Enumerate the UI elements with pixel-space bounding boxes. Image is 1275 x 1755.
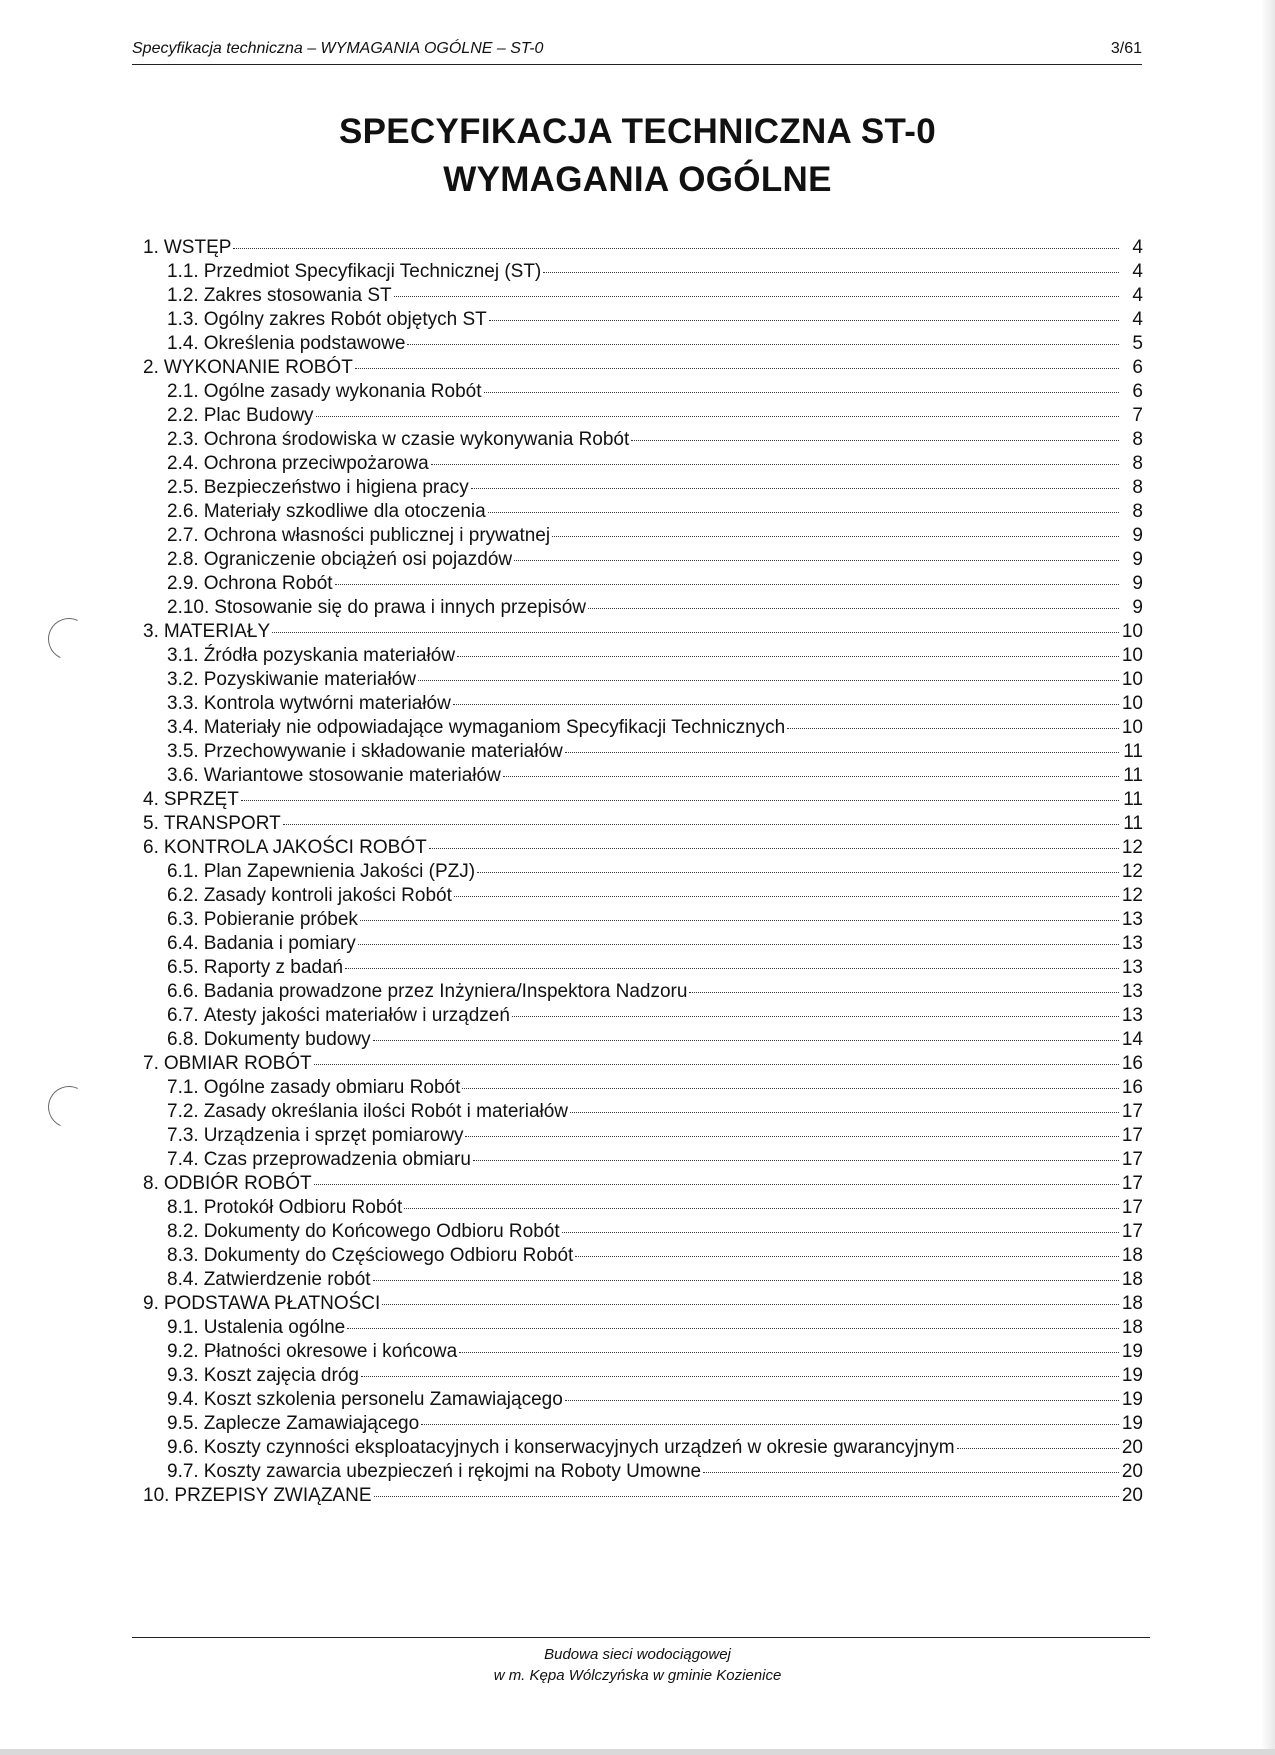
toc-entry-page: 8 xyxy=(1132,501,1143,522)
toc-entry xyxy=(143,1196,1143,1220)
toc-entry xyxy=(143,932,1143,956)
page-header xyxy=(132,40,1142,65)
toc-entry-page: 6 xyxy=(1132,357,1143,378)
toc-entry-title: Ogólne zasady obmiaru Robót xyxy=(203,1077,461,1098)
toc-entry-title: Określenia podstawowe xyxy=(203,333,406,354)
toc-entry-number: 8.4. xyxy=(167,1269,199,1290)
toc-entry-page: 12 xyxy=(1121,861,1143,882)
toc-entry-title: Pobieranie próbek xyxy=(203,909,358,930)
toc-leader-dots xyxy=(431,464,1119,465)
toc-entry-title: Raporty z badań xyxy=(203,957,344,978)
toc-entry-number: 2.7. xyxy=(167,525,199,546)
toc-entry-page: 20 xyxy=(1121,1437,1143,1458)
toc-entry-title: Ograniczenie obciążeń osi pojazdów xyxy=(203,549,513,570)
title-line-2: WYMAGANIA OGÓLNE xyxy=(443,160,832,199)
toc-entry-page: 6 xyxy=(1132,381,1143,402)
toc-entry-number: 9.6. xyxy=(167,1437,199,1458)
header-document-title: Specyfikacja techniczna – WYMAGANIA OGÓLNE – ST-0 xyxy=(132,40,544,57)
toc-entry-number: 3.1. xyxy=(167,645,199,666)
toc-entry-page: 8 xyxy=(1132,453,1143,474)
toc-entry-page: 11 xyxy=(1123,813,1143,834)
toc-entry-number: 8.1. xyxy=(167,1197,199,1218)
toc-entry-number: 7.3. xyxy=(167,1125,199,1146)
toc-entry-page: 20 xyxy=(1121,1461,1143,1482)
toc-entry-title: Materiały nie odpowiadające wymaganiom Specyfikacji Technicznych xyxy=(203,717,786,738)
toc-leader-dots xyxy=(570,1112,1119,1113)
toc-entry-page: 13 xyxy=(1121,981,1143,1002)
toc-entry-page: 10 xyxy=(1121,645,1143,666)
toc-entry xyxy=(143,452,1143,476)
toc-entry-title: Koszt szkolenia personelu Zamawiającego xyxy=(203,1389,563,1410)
toc-entry-title: Zasady określania ilości Robót i materiałów xyxy=(203,1101,569,1122)
toc-entry-title: TRANSPORT xyxy=(163,813,281,834)
toc-entry-number: 9.5. xyxy=(167,1413,199,1434)
toc-entry-page: 10 xyxy=(1121,717,1143,738)
toc-entry-number: 3.6. xyxy=(167,765,199,786)
toc-entry-page: 9 xyxy=(1132,525,1143,546)
toc-leader-dots xyxy=(457,656,1119,657)
toc-leader-dots xyxy=(421,1424,1119,1425)
toc-entry-page: 7 xyxy=(1132,405,1143,426)
toc-entry-title: ODBIÓR ROBÓT xyxy=(163,1173,312,1194)
toc-entry-title: Urządzenia i sprzęt pomiarowy xyxy=(203,1125,464,1146)
toc-entry-number: 3.2. xyxy=(167,669,199,690)
toc-entry-page: 11 xyxy=(1123,765,1143,786)
toc-entry xyxy=(143,812,1143,836)
toc-entry-title: Stosowanie się do prawa i innych przepisów xyxy=(214,597,587,618)
toc-entry-title: Ochrona Robót xyxy=(203,573,333,594)
toc-leader-dots xyxy=(361,1376,1119,1377)
toc-leader-dots xyxy=(272,632,1119,633)
toc-entry-page: 10 xyxy=(1121,669,1143,690)
toc-entry-number: 2.3. xyxy=(167,429,199,450)
page-edge-shadow xyxy=(1261,0,1275,1755)
toc-leader-dots xyxy=(562,1232,1119,1233)
toc-leader-dots xyxy=(473,1160,1119,1161)
toc-entry-number: 3.5. xyxy=(167,741,199,762)
toc-entry-page: 13 xyxy=(1121,933,1143,954)
toc-entry-title: PRZEPISY ZWIĄZANE xyxy=(174,1485,372,1506)
toc-entry xyxy=(143,884,1143,908)
toc-entry-page: 4 xyxy=(1132,309,1143,330)
toc-entry-number: 1.2. xyxy=(167,285,199,306)
toc-leader-dots xyxy=(283,824,1119,825)
toc-entry-number: 2.8. xyxy=(167,549,199,570)
toc-entry-number: 2.5. xyxy=(167,477,199,498)
page-bottom-edge xyxy=(0,1749,1275,1755)
toc-entry xyxy=(143,644,1143,668)
toc-entry-title: Dokumenty do Częściowego Odbioru Robót xyxy=(203,1245,574,1266)
toc-entry-number: 9.1. xyxy=(167,1317,199,1338)
toc-entry xyxy=(143,788,1143,812)
toc-entry xyxy=(143,380,1143,404)
toc-entry xyxy=(143,668,1143,692)
toc-entry xyxy=(143,572,1143,596)
toc-entry-number: 8.3. xyxy=(167,1245,199,1266)
toc-leader-dots xyxy=(703,1472,1119,1473)
toc-entry-title: Koszty zawarcia ubezpieczeń i rękojmi na Roboty Umowne xyxy=(203,1461,702,1482)
punch-hole-mark xyxy=(42,1080,96,1134)
toc-entry xyxy=(143,500,1143,524)
toc-entry-number: 7.2. xyxy=(167,1101,199,1122)
toc-entry-page: 19 xyxy=(1121,1413,1143,1434)
toc-leader-dots xyxy=(462,1088,1119,1089)
toc-leader-dots xyxy=(631,440,1119,441)
toc-leader-dots xyxy=(454,896,1119,897)
toc-entry-number: 2.6. xyxy=(167,501,199,522)
toc-entry-number: 9.7. xyxy=(167,1461,199,1482)
toc-entry-page: 4 xyxy=(1132,237,1143,258)
toc-entry-number: 9.4. xyxy=(167,1389,199,1410)
toc-entry-page: 20 xyxy=(1121,1485,1143,1506)
toc-entry-title: Materiały szkodliwe dla otoczenia xyxy=(203,501,486,522)
toc-entry xyxy=(143,1388,1143,1412)
toc-entry-title: Dokumenty budowy xyxy=(203,1029,371,1050)
toc-leader-dots xyxy=(453,704,1119,705)
toc-entry-number: 10. xyxy=(143,1485,170,1506)
toc-entry-title: Ogólne zasady wykonania Robót xyxy=(203,381,482,402)
toc-entry-title: WSTĘP xyxy=(163,237,232,258)
toc-entry-page: 19 xyxy=(1121,1365,1143,1386)
toc-leader-dots xyxy=(345,968,1119,969)
toc-entry-page: 17 xyxy=(1121,1125,1143,1146)
toc-leader-dots xyxy=(314,1184,1119,1185)
punch-hole-mark xyxy=(42,612,96,666)
toc-entry xyxy=(143,716,1143,740)
toc-entry-title: Atesty jakości materiałów i urządzeń xyxy=(203,1005,510,1026)
toc-entry-number: 6.2. xyxy=(167,885,199,906)
toc-entry-number: 7. xyxy=(143,1053,159,1074)
toc-entry-title: Zaplecze Zamawiającego xyxy=(203,1413,420,1434)
toc-entry-number: 7.1. xyxy=(167,1077,199,1098)
toc-entry xyxy=(143,1172,1143,1196)
toc-entry-number: 2.2. xyxy=(167,405,199,426)
toc-entry xyxy=(143,1268,1143,1292)
toc-leader-dots xyxy=(552,536,1119,537)
footer-line-1: Budowa sieci wodociągowej xyxy=(544,1646,731,1663)
toc-entry-number: 5. xyxy=(143,813,159,834)
toc-entry-number: 2. xyxy=(143,357,159,378)
toc-entry-page: 17 xyxy=(1121,1197,1143,1218)
toc-entry xyxy=(143,1052,1143,1076)
toc-leader-dots xyxy=(543,272,1119,273)
toc-entry-page: 9 xyxy=(1132,549,1143,570)
toc-entry xyxy=(143,908,1143,932)
toc-leader-dots xyxy=(488,512,1119,513)
toc-entry-title: Koszty czynności eksploatacyjnych i konserwacyjnych urządzeń w okresie gwarancyjnym xyxy=(203,1437,955,1458)
toc-entry-title: Zakres stosowania ST xyxy=(203,285,392,306)
page-title xyxy=(0,108,1275,204)
toc-entry-number: 7.4. xyxy=(167,1149,199,1170)
toc-leader-dots xyxy=(459,1352,1119,1353)
toc-entry-page: 18 xyxy=(1121,1317,1143,1338)
toc-entry-title: Plan Zapewnienia Jakości (PZJ) xyxy=(203,861,476,882)
toc-entry-page: 11 xyxy=(1123,789,1143,810)
toc-entry-page: 18 xyxy=(1121,1269,1143,1290)
toc-entry-number: 6.1. xyxy=(167,861,199,882)
toc-entry xyxy=(143,1412,1143,1436)
toc-entry-number: 6.4. xyxy=(167,933,199,954)
toc-entry xyxy=(143,524,1143,548)
toc-entry-page: 4 xyxy=(1132,285,1143,306)
toc-entry-number: 6.3. xyxy=(167,909,199,930)
toc-entry xyxy=(143,1076,1143,1100)
toc-entry-number: 2.4. xyxy=(167,453,199,474)
toc-entry-title: MATERIAŁY xyxy=(163,621,271,642)
toc-entry-title: PODSTAWA PŁATNOŚCI xyxy=(163,1293,381,1314)
toc-entry xyxy=(143,404,1143,428)
toc-entry-number: 6.8. xyxy=(167,1029,199,1050)
toc-entry xyxy=(143,980,1143,1004)
toc-leader-dots xyxy=(418,680,1119,681)
toc-entry-title: Zatwierdzenie robót xyxy=(203,1269,371,1290)
toc-entry-title: OBMIAR ROBÓT xyxy=(163,1053,312,1074)
toc-entry xyxy=(143,332,1143,356)
toc-entry-page: 17 xyxy=(1121,1101,1143,1122)
toc-entry xyxy=(143,1340,1143,1364)
toc-entry-title: Ochrona własności publicznej i prywatnej xyxy=(203,525,551,546)
toc-entry xyxy=(143,1316,1143,1340)
toc-entry-number: 3. xyxy=(143,621,159,642)
toc-entry xyxy=(143,284,1143,308)
toc-entry xyxy=(143,1220,1143,1244)
toc-entry-page: 13 xyxy=(1121,909,1143,930)
toc-leader-dots xyxy=(347,1328,1119,1329)
toc-entry xyxy=(143,1148,1143,1172)
toc-entry xyxy=(143,1028,1143,1052)
toc-entry-number: 3.4. xyxy=(167,717,199,738)
toc-leader-dots xyxy=(957,1448,1119,1449)
toc-entry xyxy=(143,836,1143,860)
toc-leader-dots xyxy=(484,392,1120,393)
toc-leader-dots xyxy=(314,1064,1119,1065)
toc-entry-title: Pozyskiwanie materiałów xyxy=(203,669,416,690)
toc-entry-page: 9 xyxy=(1132,597,1143,618)
toc-entry-number: 6.7. xyxy=(167,1005,199,1026)
toc-leader-dots xyxy=(512,1016,1119,1017)
toc-entry-title: Ustalenia ogólne xyxy=(203,1317,346,1338)
toc-entry-title: Płatności okresowe i końcowa xyxy=(203,1341,458,1362)
toc-entry-title: SPRZĘT xyxy=(163,789,239,810)
toc-entry-page: 18 xyxy=(1121,1245,1143,1266)
toc-entry-page: 8 xyxy=(1132,429,1143,450)
toc-entry-number: 1.4. xyxy=(167,333,199,354)
toc-entry-number: 2.10. xyxy=(167,597,210,618)
toc-leader-dots xyxy=(565,752,1119,753)
toc-entry xyxy=(143,1004,1143,1028)
footer-divider xyxy=(132,1637,1150,1638)
toc-entry-number: 1. xyxy=(143,237,159,258)
toc-leader-dots xyxy=(404,1208,1119,1209)
toc-entry-page: 18 xyxy=(1121,1293,1143,1314)
toc-leader-dots xyxy=(335,584,1119,585)
toc-entry-page: 10 xyxy=(1121,693,1143,714)
toc-entry-number: 8.2. xyxy=(167,1221,199,1242)
toc-leader-dots xyxy=(374,1496,1120,1497)
toc-entry-page: 13 xyxy=(1121,1005,1143,1026)
toc-entry-number: 1.1. xyxy=(167,261,199,282)
toc-entry-page: 11 xyxy=(1123,741,1143,762)
toc-entry xyxy=(143,356,1143,380)
toc-leader-dots xyxy=(241,800,1119,801)
toc-entry-number: 1.3. xyxy=(167,309,199,330)
toc-leader-dots xyxy=(787,728,1119,729)
toc-entry-page: 12 xyxy=(1121,885,1143,906)
toc-entry-page: 4 xyxy=(1132,261,1143,282)
toc-entry-title: KONTROLA JAKOŚCI ROBÓT xyxy=(163,837,427,858)
toc-entry-title: Kontrola wytwórni materiałów xyxy=(203,693,451,714)
toc-entry-page: 17 xyxy=(1121,1149,1143,1170)
toc-leader-dots xyxy=(360,920,1119,921)
toc-leader-dots xyxy=(514,560,1119,561)
toc-leader-dots xyxy=(503,776,1119,777)
toc-entry xyxy=(143,428,1143,452)
toc-entry-number: 8. xyxy=(143,1173,159,1194)
toc-entry xyxy=(143,1364,1143,1388)
toc-leader-dots xyxy=(465,1136,1119,1137)
toc-entry xyxy=(143,1124,1143,1148)
toc-entry-title: Badania prowadzone przez Inżyniera/Inspektora Nadzoru xyxy=(203,981,688,1002)
toc-leader-dots xyxy=(407,344,1119,345)
toc-entry xyxy=(143,308,1143,332)
toc-entry xyxy=(143,764,1143,788)
toc-entry-number: 2.1. xyxy=(167,381,199,402)
toc-entry xyxy=(143,1460,1143,1484)
toc-entry xyxy=(143,476,1143,500)
toc-entry-number: 3.3. xyxy=(167,693,199,714)
toc-entry-number: 6.5. xyxy=(167,957,199,978)
toc-entry-title: WYKONANIE ROBÓT xyxy=(163,357,353,378)
toc-entry-page: 13 xyxy=(1121,957,1143,978)
toc-entry-number: 4. xyxy=(143,789,159,810)
toc-leader-dots xyxy=(575,1256,1119,1257)
toc-leader-dots xyxy=(588,608,1119,609)
toc-leader-dots xyxy=(355,368,1119,369)
toc-entry-page: 5 xyxy=(1132,333,1143,354)
toc-entry xyxy=(143,740,1143,764)
toc-entry xyxy=(143,548,1143,572)
toc-entry-number: 6. xyxy=(143,837,159,858)
toc-entry-page: 17 xyxy=(1121,1173,1143,1194)
toc-entry-page: 8 xyxy=(1132,477,1143,498)
toc-entry-number: 9. xyxy=(143,1293,159,1314)
toc-entry-page: 16 xyxy=(1121,1077,1143,1098)
toc-entry-title: Wariantowe stosowanie materiałów xyxy=(203,765,501,786)
toc-entry-title: Ochrona środowiska w czasie wykonywania Robót xyxy=(203,429,630,450)
toc-entry xyxy=(143,620,1143,644)
toc-entry-title: Dokumenty do Końcowego Odbioru Robót xyxy=(203,1221,560,1242)
toc-entry-page: 19 xyxy=(1121,1389,1143,1410)
toc-entry-title: Plac Budowy xyxy=(203,405,314,426)
toc-entry xyxy=(143,1292,1143,1316)
toc-leader-dots xyxy=(689,992,1119,993)
toc-entry-title: Protokół Odbioru Robót xyxy=(203,1197,403,1218)
toc-leader-dots xyxy=(429,848,1119,849)
toc-entry-title: Przechowywanie i składowanie materiałów xyxy=(203,741,563,762)
toc-entry-page: 14 xyxy=(1121,1029,1143,1050)
toc-entry-title: Koszt zajęcia dróg xyxy=(203,1365,359,1386)
toc-entry xyxy=(143,956,1143,980)
toc-leader-dots xyxy=(373,1040,1119,1041)
toc-entry xyxy=(143,260,1143,284)
toc-leader-dots xyxy=(471,488,1119,489)
toc-entry-title: Bezpieczeństwo i higiena pracy xyxy=(203,477,469,498)
toc-entry xyxy=(143,1244,1143,1268)
table-of-contents xyxy=(143,236,1143,1508)
toc-entry-title: Ogólny zakres Robót objętych ST xyxy=(203,309,487,330)
toc-entry xyxy=(143,236,1143,260)
toc-entry-page: 12 xyxy=(1121,837,1143,858)
toc-entry xyxy=(143,596,1143,620)
toc-leader-dots xyxy=(358,944,1119,945)
toc-entry-title: Badania i pomiary xyxy=(203,933,356,954)
toc-leader-dots xyxy=(316,416,1119,417)
page-footer xyxy=(0,1644,1275,1686)
toc-leader-dots xyxy=(394,296,1119,297)
toc-entry-page: 9 xyxy=(1132,573,1143,594)
toc-entry-page: 16 xyxy=(1121,1053,1143,1074)
toc-entry-title: Źródła pozyskania materiałów xyxy=(203,645,456,666)
toc-entry-title: Przedmiot Specyfikacji Technicznej (ST) xyxy=(203,261,542,282)
toc-entry-title: Czas przeprowadzenia obmiaru xyxy=(203,1149,471,1170)
toc-entry xyxy=(143,1436,1143,1460)
title-line-1: SPECYFIKACJA TECHNICZNA ST-0 xyxy=(339,112,936,151)
toc-entry xyxy=(143,1100,1143,1124)
toc-entry-number: 9.3. xyxy=(167,1365,199,1386)
toc-entry-number: 6.6. xyxy=(167,981,199,1002)
toc-entry xyxy=(143,860,1143,884)
toc-leader-dots xyxy=(373,1280,1119,1281)
toc-entry xyxy=(143,1484,1143,1508)
toc-leader-dots xyxy=(489,320,1119,321)
toc-leader-dots xyxy=(477,872,1119,873)
toc-entry-number: 9.2. xyxy=(167,1341,199,1362)
toc-entry xyxy=(143,692,1143,716)
footer-line-2: w m. Kępa Wólczyńska w gminie Kozienice xyxy=(493,1667,782,1684)
header-page-number: 3/61 xyxy=(1110,40,1142,57)
toc-entry-title: Ochrona przeciwpożarowa xyxy=(203,453,429,474)
toc-entry-title: Zasady kontroli jakości Robót xyxy=(203,885,452,906)
toc-entry-page: 10 xyxy=(1121,621,1143,642)
toc-entry-page: 19 xyxy=(1121,1341,1143,1362)
toc-leader-dots xyxy=(565,1400,1119,1401)
toc-entry-page: 17 xyxy=(1121,1221,1143,1242)
toc-entry-number: 2.9. xyxy=(167,573,199,594)
toc-leader-dots xyxy=(233,248,1119,249)
toc-leader-dots xyxy=(382,1304,1119,1305)
